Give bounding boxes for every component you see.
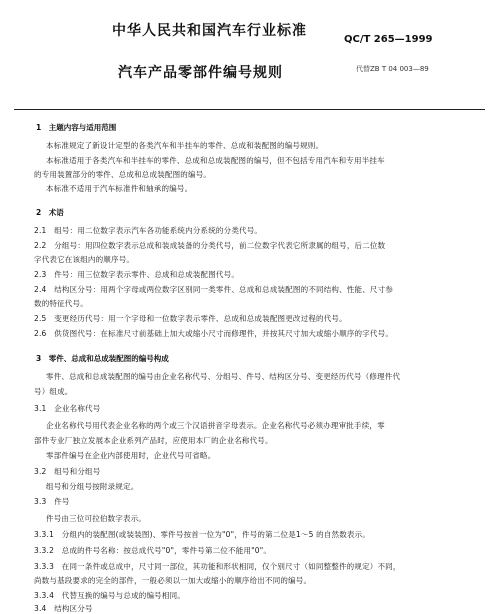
term-2-1: 2.1 组号：用二位数字表示汽车各功能系统内分系统的分类代号。 [34,226,263,235]
clause-3-3-heading: 3.3 件号 [34,497,70,506]
standard-category-heading: 中华人民共和国汽车行业标准 [112,23,307,39]
term-2-3: 2.3 件号：用三位数字表示零件、总成和总成装配图代号。 [34,270,240,279]
section-1-para-3: 本标准不适用于汽车标准件和轴承的编号。 [46,184,193,193]
section-2-heading: 2 术语 [36,208,64,217]
clause-3-3-4: 3.3.4 代替互换的编号与总成的编号相同。 [34,591,185,600]
section-1-para-2: 本标准适用于各类汽车和半挂车的零件、总成和总成装配图的编号，但不包括专用汽车和专用半挂车 [46,156,385,165]
clause-3-2-para: 组号和分组号按附录规定。 [46,482,139,491]
clause-3-4-heading: 3.4 结构区分号 [34,604,93,613]
document-title: 汽车产品零部件编号规则 [118,65,283,81]
section-3-heading: 3 零件、总成和总成装配图的编号构成 [36,354,169,363]
header-rule [14,109,485,110]
term-2-4: 2.4 结构区分号：用两个字母或两位数字区别同一类零件、总成和总成装配图的不同结构、性能、尺寸参 [34,285,394,294]
clause-3-2-heading: 3.2 组号和分组号 [34,467,101,476]
replaces-standard: 代替ZB T 04 003—89 [356,65,429,73]
clause-3-3-para: 件号由三位可拉伯数字表示。 [46,514,147,523]
clause-3-3-2: 3.3.2 总成的件号名称：按总成代号"0"，零件号第二位不能用"0"。 [34,546,272,555]
standard-number: QC/T 265—1999 [344,34,433,45]
section-3-intro-cont: 号）组成。 [34,387,73,396]
term-2-2: 2.2 分组号：用四位数字表示总成和装成装备的分类代号，前二位数字代表它所隶属的组号，后二位数 [34,241,386,250]
term-2-4-cont: 数的特征代号。 [34,299,88,308]
clause-3-3-3-cont: 尚数与基段要求的完全的部件，一般必须以一加大或缩小的顺序给出不同的编号。 [34,576,312,585]
section-1-para-1: 本标准规定了新设计定型的各类汽车和半挂车的零件、总成和装配图的编号规则。 [46,141,324,150]
clause-3-1-para-1: 企业名称代号用代表企业名称的两个或三个汉语拼音字母表示。企业名称代号必须办理审批手续，零 [46,421,385,430]
term-2-6: 2.6 供货图代号：在标准尺寸前基础上加大或缩小尺寸而修理件，并按其尺寸加大或缩小顺序的字代号。 [34,329,394,338]
term-2-5: 2.5 变更经历代号：用一个字母和一位数字表示零件、总成和总成装配图更改过程的代号。 [34,314,347,323]
term-2-2-cont: 字代表它在该组内的顺序号。 [34,255,135,264]
clause-3-3-3: 3.3.3 在同一条件或总成中，尺寸同一部位，其功能和形状相同，仅个别尺寸（如同整整件的规定）不同， [34,562,401,571]
clause-3-1-heading: 3.1 企业名称代号 [34,404,101,413]
clause-3-1-para-1-cont: 部件专业厂独立发展本企业系列产品时，应使用本厂的企业名称代号。 [34,436,273,445]
section-1-heading: 1 主题内容与适用范围 [36,123,117,132]
clause-3-3-1: 3.3.1 分组内的装配图(或装装图)、零件号按首一位为"0"，件号的第二位是1～5 的自然数表示。 [34,530,371,539]
clause-3-1-para-2: 零部件编号在企业内部使用时，企业代号可省略。 [46,451,216,460]
section-1-para-2-cont: 的专用装置部分的零件、总成和总成装配图的编号。 [34,170,212,179]
section-3-intro: 零件、总成和总成装配图的编号由企业名称代号、分组号、件号、结构区分号、变更经历代号（修理件代 [46,372,401,381]
